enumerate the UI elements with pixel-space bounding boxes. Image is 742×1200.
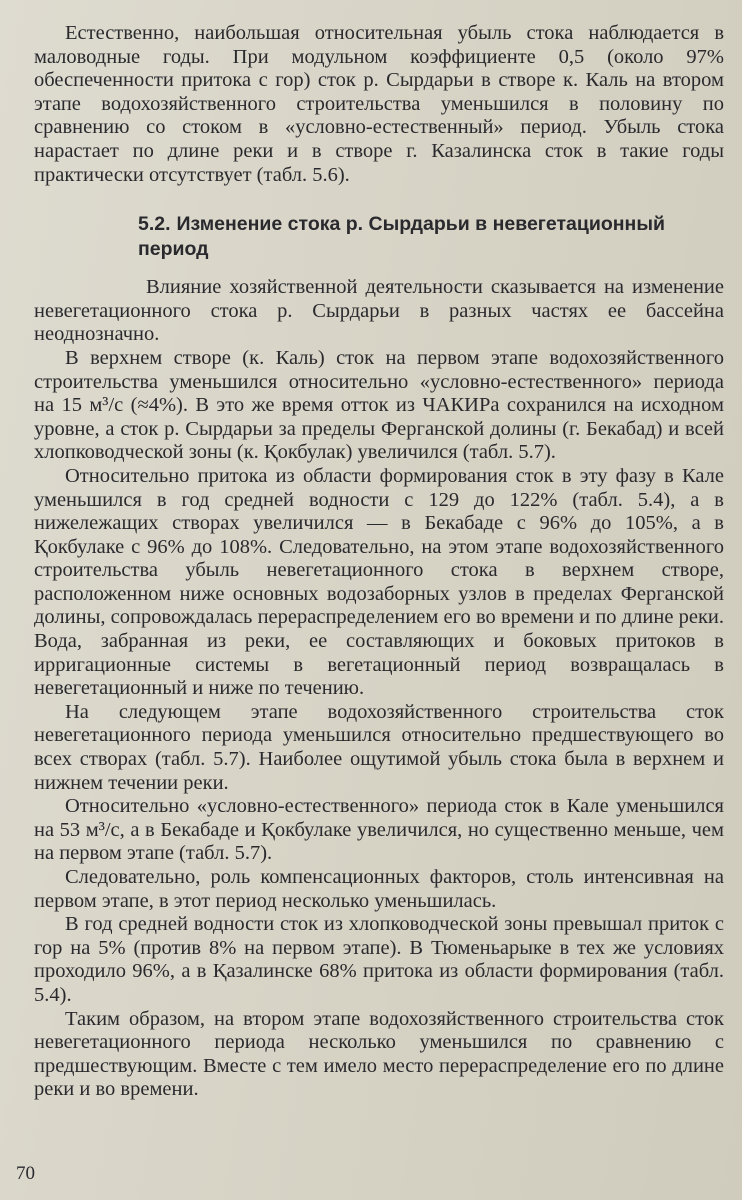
- intro-paragraph: Естественно, наибольшая относительная убыль стока наблюдается в маловодные годы. При модульном коэффициенте 0,5 (около 97% обеспеченности притока с гор) сток р. Сырдарьи в створе к. Каль на втором этапе водохозяйственного строительства уменьшился в половину по сравнению со стоком в «условно-естественный» период. Убыль стока нарастает по длине реки и в створе г. Казалинска сток в такие годы практически отсутствует (табл. 5.6).: [34, 22, 724, 186]
- section-heading: [34, 212, 724, 262]
- paragraph: Относительно притока из области формирования сток в эту фазу в Кале уменьшился в год средней водности с 129 до 122% (табл. 5.4), а в нижележащих створах увеличился — в Бекабаде с 96% до 105%, а в Қокбулаке с 96% до 108%. Следовательно, на этом этапе водохозяйственного строительства убыль невегетационного стока в верхнем створе, расположенном ниже основных водозаборных узлов в пределах Ферганской долины, сопровождалась перераспределением его во времени и по длине реки. Вода, забранная из реки, ее составляющих и боковых притоков в ирригационные системы в вегетационный период возвращалась в невегетационный и ниже по течению.: [34, 464, 724, 700]
- section-number: 5.2.: [138, 213, 171, 236]
- paragraph: Относительно «условно-естественного» периода сток в Кале уменьшился на 53 м³/с, а в Бекабаде и Қокбулаке увеличился, но существенно меньше, чем на первом этапе (табл. 5.7).: [34, 795, 724, 865]
- section-title: Изменение стока р. Сырдарьи в невегетационный период: [138, 213, 665, 261]
- paragraph: Следовательно, роль компенсационных факторов, столь интенсивная на первом этапе, в этот период несколько уменьшилась.: [34, 866, 724, 912]
- paragraph: Таким образом, на втором этапе водохозяйственного строительства сток невегетационного периода несколько уменьшился по сравнению с предшествующим. Вместе с тем имело место перераспределение его по длине реки и во времени.: [34, 1007, 724, 1101]
- paragraph: В год средней водности сток из хлопководческой зоны превышал приток с гор на 5% (против 8% на первом этапе). В Тюменьарыке в тех же условиях проходило 96%, а в Қазалинске 68% притока из области формирования (табл. 5.4).: [34, 913, 724, 1006]
- paragraph: Влияние хозяйственной деятельности сказывается на изменение невегетационного стока р. Сырдарьи в разных частях ее бассейна неоднозначно.: [34, 276, 724, 346]
- paragraph: В верхнем створе (к. Каль) сток на первом этапе водохозяйственного строительства уменьшился относительно «условно-естественного» периода на 15 м³/с (≈4%). В это же время отток из ЧАКИРа сохранился на исходном уровне, а сток р. Сырдарьи за пределы Ферганской долины (г. Бекабад) и всей хлопководческой зоны (к. Қокбулак) увеличился (табл. 5.7).: [34, 346, 724, 464]
- page-number: 70: [16, 1163, 35, 1184]
- paragraph: На следующем этапе водохозяйственного строительства сток невегетационного периода уменьшился относительно предшествующего во всех створах (табл. 5.7). Наиболее ощутимой убыль стока была в верхнем и нижнем течении реки.: [34, 700, 724, 794]
- page-text-body: [34, 22, 724, 1102]
